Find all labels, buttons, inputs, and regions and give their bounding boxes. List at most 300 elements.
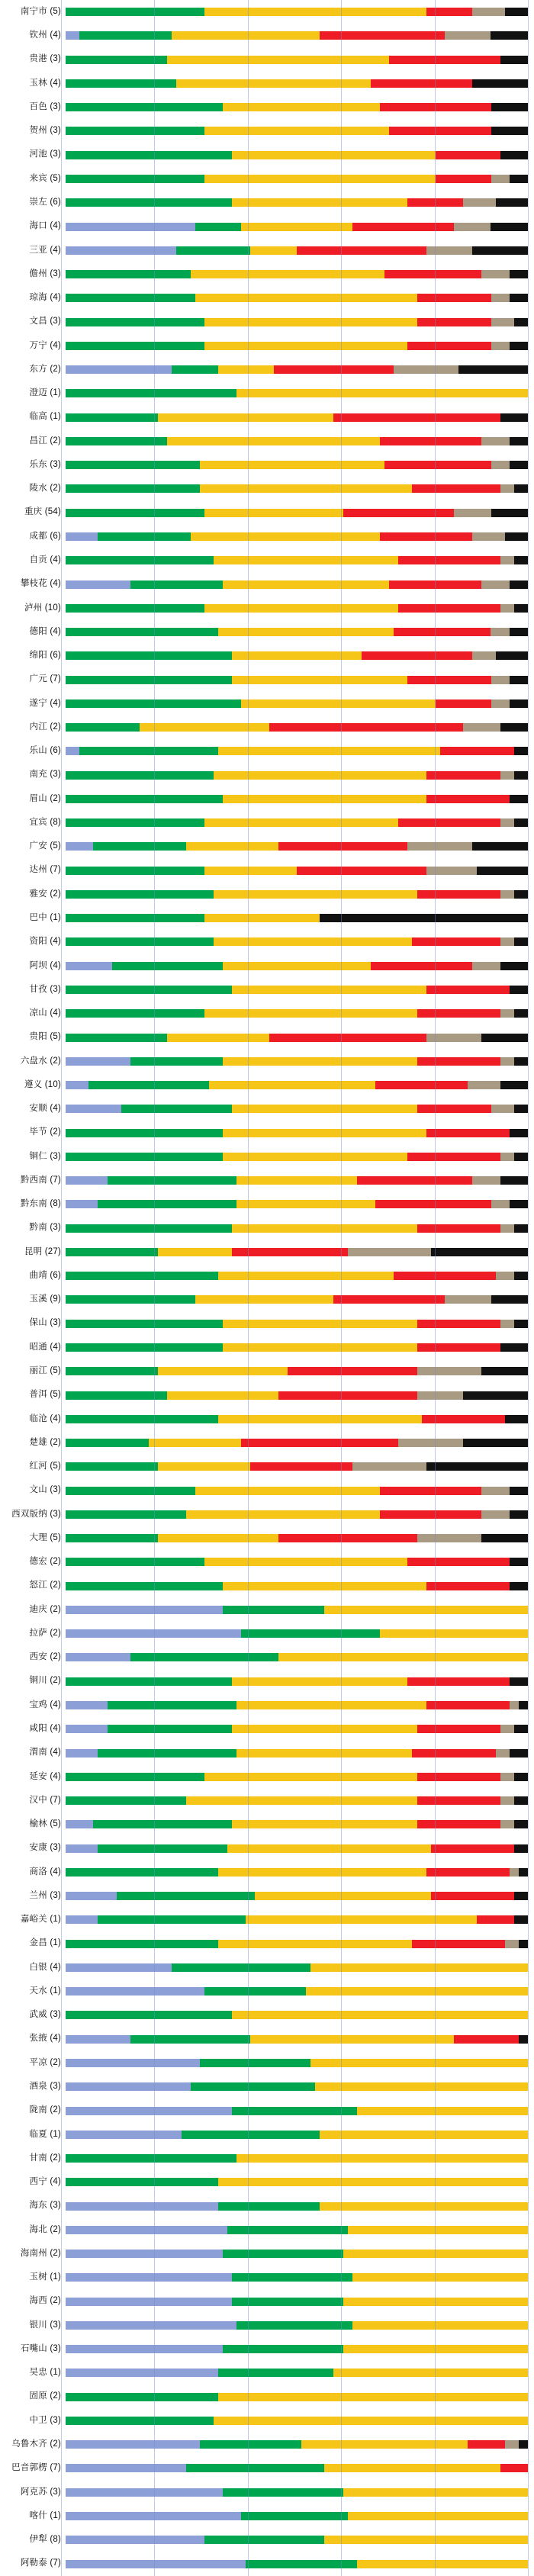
bar-segment-2	[66, 318, 204, 326]
bar-segment-4	[362, 651, 472, 660]
bar-segment-6	[510, 676, 528, 684]
bar-segment-2	[66, 1534, 158, 1542]
bar-segment-5	[500, 1725, 514, 1733]
chart-row	[0, 1073, 528, 1097]
bar-segment-3	[204, 1009, 417, 1018]
bar-segment-1	[66, 1749, 98, 1758]
bar-segment-6	[510, 628, 528, 636]
bar-segment-2	[66, 1439, 149, 1447]
bar-segment-6	[514, 484, 528, 493]
bar-track	[66, 484, 528, 493]
category-label: 文山 (3)	[29, 1485, 61, 1495]
bar-segment-5	[472, 651, 495, 660]
bar-track	[66, 1439, 528, 1447]
bar-segment-3	[218, 628, 394, 636]
category-label: 铜仁 (3)	[29, 1151, 61, 1161]
category-label: 西双版纳 (3)	[11, 1509, 61, 1519]
bar-segment-5	[491, 699, 510, 708]
bar-segment-3	[167, 1034, 269, 1042]
bar-segment-5	[500, 484, 514, 493]
chart-row	[0, 2504, 528, 2528]
category-label: 巴音郭楞 (7)	[11, 2463, 61, 2473]
bar-segment-6	[514, 1820, 528, 1828]
category-label: 德宏 (2)	[29, 1557, 61, 1567]
bar-segment-1	[66, 1987, 204, 1996]
category-label: 遂宁 (4)	[29, 698, 61, 708]
bar-segment-6	[514, 1725, 528, 1733]
bar-track	[66, 651, 528, 660]
bar-segment-2	[236, 2321, 352, 2330]
bar-segment-3	[306, 1987, 528, 1996]
category-label: 喀什 (1)	[29, 2510, 61, 2520]
bar-track	[66, 771, 528, 780]
bar-segment-2	[66, 198, 232, 207]
bar-segment-3	[223, 1153, 407, 1161]
bar-segment-2	[191, 2082, 316, 2091]
chart-row	[0, 2456, 528, 2480]
bar-segment-4	[417, 1057, 500, 1066]
chart-row	[0, 501, 528, 525]
bar-segment-3	[250, 2035, 454, 2044]
bar-segment-3	[352, 2273, 528, 2282]
bar-segment-5	[500, 818, 514, 827]
bar-segment-6	[472, 842, 528, 851]
chart-row	[0, 191, 528, 214]
bar-segment-1	[66, 2464, 186, 2472]
bar-segment-6	[514, 771, 528, 780]
bar-segment-3	[232, 1820, 417, 1828]
bar-segment-4	[384, 270, 481, 278]
chart-row	[0, 1121, 528, 1144]
bar-segment-3	[310, 1963, 528, 1972]
bar-track	[66, 1367, 528, 1375]
category-label: 曲靖 (6)	[29, 1270, 61, 1280]
category-label: 东方 (2)	[29, 364, 61, 374]
chart-row	[0, 1192, 528, 1216]
bar-segment-2	[66, 723, 140, 732]
bar-segment-2	[182, 2131, 320, 2139]
bar-track	[66, 270, 528, 278]
bar-segment-4	[407, 1153, 500, 1161]
bar-track	[66, 1057, 528, 1066]
bar-track	[66, 175, 528, 183]
bar-track	[66, 103, 528, 111]
chart-row	[0, 1741, 528, 1764]
bar-track	[66, 532, 528, 541]
bar-segment-6	[519, 2440, 528, 2449]
chart-row	[0, 2481, 528, 2504]
bar-segment-5	[491, 461, 510, 469]
bar-segment-2	[232, 2298, 343, 2306]
category-label: 嘉峪关 (1)	[20, 1915, 61, 1925]
bar-segment-4	[454, 2035, 519, 2044]
bar-track	[66, 795, 528, 803]
bar-segment-2	[200, 2440, 301, 2449]
category-label: 攀枝花 (4)	[20, 579, 61, 589]
bar-segment-3	[255, 1892, 430, 1900]
bar-segment-1	[66, 2226, 227, 2234]
category-label: 甘孜 (3)	[29, 984, 61, 994]
bar-segment-4	[426, 1582, 510, 1590]
chart-row	[0, 1503, 528, 1526]
bar-segment-6	[500, 151, 528, 159]
chart-row	[0, 72, 528, 95]
bar-segment-5	[454, 509, 491, 517]
bar-track	[66, 56, 528, 64]
bar-segment-3	[204, 818, 399, 827]
bar-track	[66, 2536, 528, 2544]
chart-row	[0, 358, 528, 381]
bar-segment-4	[426, 1868, 510, 1877]
bar-segment-3	[232, 676, 407, 684]
bar-segment-4	[417, 318, 491, 326]
bar-segment-2	[66, 8, 204, 16]
bar-segment-4	[426, 1129, 510, 1137]
chart-row	[0, 1860, 528, 1884]
bar-segment-5	[398, 1439, 463, 1447]
bar-segment-4	[412, 484, 500, 493]
bar-segment-6	[514, 1224, 528, 1233]
bar-segment-3	[324, 1606, 528, 1614]
category-label: 保山 (3)	[29, 1318, 61, 1328]
bar-segment-1	[66, 2298, 232, 2306]
chart-row	[0, 1622, 528, 1645]
bar-segment-6	[491, 103, 528, 111]
bar-segment-2	[66, 2011, 232, 2019]
bar-segment-2	[241, 1629, 380, 1638]
bar-segment-3	[357, 2107, 528, 2115]
bar-segment-3	[232, 1725, 417, 1733]
bar-track	[66, 1248, 528, 1256]
bar-segment-4	[380, 437, 481, 445]
category-label: 阿克苏 (3)	[20, 2487, 61, 2497]
bar-segment-2	[108, 1176, 237, 1185]
bar-segment-1	[66, 223, 195, 231]
bar-segment-4	[297, 867, 426, 875]
category-label: 天水 (1)	[29, 1986, 61, 1996]
category-label: 汉中 (7)	[29, 1795, 61, 1805]
bar-segment-2	[66, 771, 214, 780]
bar-segment-2	[108, 1701, 237, 1709]
bar-segment-1	[66, 1820, 93, 1828]
category-label: 文昌 (3)	[29, 317, 61, 326]
chart-row	[0, 739, 528, 763]
category-label: 伊犁 (8)	[29, 2535, 61, 2545]
bar-segment-3	[140, 723, 269, 732]
bar-segment-4	[436, 151, 500, 159]
bar-track	[66, 1868, 528, 1877]
bar-track	[66, 2345, 528, 2353]
bar-track	[66, 79, 528, 88]
bar-segment-6	[514, 1105, 528, 1113]
bar-segment-3	[167, 56, 389, 64]
bar-segment-3	[223, 580, 389, 589]
category-label: 铜川 (2)	[29, 1676, 61, 1686]
category-label: 百色 (3)	[29, 101, 61, 111]
bar-track	[66, 1796, 528, 1805]
bar-segment-4	[241, 1439, 398, 1447]
bar-segment-6	[505, 8, 528, 16]
bar-segment-2	[66, 79, 176, 88]
bar-track	[66, 1462, 528, 1471]
bar-segment-1	[66, 2059, 200, 2067]
bar-segment-1	[66, 1963, 172, 1972]
chart-row	[0, 1431, 528, 1455]
bar-segment-2	[66, 986, 232, 994]
chart-row	[0, 453, 528, 477]
bar-segment-2	[66, 2417, 214, 2425]
category-label: 酒泉 (3)	[29, 2081, 61, 2091]
bar-segment-2	[66, 1248, 158, 1256]
bar-track	[66, 2178, 528, 2186]
chart-row	[0, 2098, 528, 2122]
bar-segment-3	[357, 2560, 528, 2568]
bar-segment-2	[98, 1844, 227, 1853]
bar-segment-2	[66, 270, 191, 278]
bar-track	[66, 1081, 528, 1089]
bar-track	[66, 1534, 528, 1542]
bar-segment-3	[232, 198, 407, 207]
bar-track	[66, 1940, 528, 1948]
category-label: 普洱 (5)	[29, 1390, 61, 1400]
category-label: 崇左 (6)	[29, 198, 61, 207]
chart-row	[0, 2409, 528, 2433]
bar-segment-3	[232, 1105, 417, 1113]
bar-segment-6	[519, 1701, 528, 1709]
bar-segment-1	[66, 2560, 246, 2568]
bar-segment-6	[510, 1749, 528, 1758]
bar-track	[66, 2202, 528, 2211]
chart-row	[0, 1336, 528, 1359]
bar-segment-3	[333, 2369, 528, 2377]
bar-track	[66, 1034, 528, 1042]
bar-segment-4	[436, 175, 491, 183]
bar-segment-4	[477, 1915, 513, 1924]
bar-segment-6	[514, 1892, 528, 1900]
bar-segment-2	[66, 342, 204, 350]
bar-track	[66, 246, 528, 255]
bar-segment-6	[472, 246, 528, 255]
category-label: 武威 (3)	[29, 2010, 61, 2020]
bar-segment-6	[496, 651, 528, 660]
bar-track	[66, 1892, 528, 1900]
bar-segment-2	[66, 1034, 167, 1042]
chart-row	[0, 667, 528, 691]
bar-segment-6	[510, 270, 528, 278]
bar-segment-6	[320, 914, 528, 922]
bar-segment-5	[491, 294, 510, 302]
bar-segment-4	[371, 79, 472, 88]
category-label: 乐东 (3)	[29, 459, 61, 469]
bar-segment-6	[510, 342, 528, 350]
bar-segment-5	[417, 1391, 464, 1400]
bar-segment-3	[218, 1868, 426, 1877]
bar-segment-6	[514, 890, 528, 899]
bar-segment-2	[66, 818, 204, 827]
bar-segment-4	[407, 198, 463, 207]
bar-segment-2	[66, 389, 236, 397]
bar-segment-6	[510, 1677, 528, 1686]
category-label: 榆林 (5)	[29, 1819, 61, 1829]
bar-segment-3	[320, 2202, 528, 2211]
bar-segment-6	[510, 175, 528, 183]
bar-track	[66, 2512, 528, 2520]
bar-segment-4	[297, 246, 426, 255]
bar-segment-5	[500, 1057, 514, 1066]
bar-segment-5	[417, 1534, 482, 1542]
category-label: 昆明 (27)	[24, 1246, 61, 1256]
bar-segment-4	[412, 1940, 504, 1948]
bar-track	[66, 962, 528, 970]
bar-segment-5	[500, 890, 514, 899]
bar-segment-3	[191, 270, 385, 278]
bar-segment-4	[426, 795, 510, 803]
category-label: 贵港 (3)	[29, 54, 61, 64]
bar-segment-5	[500, 937, 514, 946]
chart-row	[0, 1979, 528, 2003]
chart-row	[0, 1693, 528, 1717]
bar-segment-5	[491, 676, 510, 684]
bar-track	[66, 8, 528, 16]
bar-track	[66, 2035, 528, 2044]
chart-row	[0, 883, 528, 906]
bar-segment-1	[66, 2082, 191, 2091]
bar-segment-3	[214, 771, 426, 780]
bar-track	[66, 437, 528, 445]
bar-segment-5	[426, 1034, 482, 1042]
bar-segment-4	[384, 461, 491, 469]
bar-segment-2	[66, 1558, 204, 1566]
bar-segment-4	[417, 1343, 500, 1352]
bar-segment-5	[500, 1773, 514, 1781]
bar-segment-5	[500, 1224, 514, 1233]
bar-segment-3	[223, 1057, 417, 1066]
bar-segment-3	[204, 509, 343, 517]
bar-segment-6	[519, 1868, 528, 1877]
bar-track	[66, 1773, 528, 1781]
bar-segment-1	[66, 962, 112, 970]
bar-segment-3	[236, 1701, 426, 1709]
chart-row	[0, 1956, 528, 1979]
bar-track	[66, 2488, 528, 2497]
bar-segment-3	[204, 318, 417, 326]
bar-segment-3	[315, 2082, 528, 2091]
bar-segment-3	[343, 2298, 528, 2306]
bar-segment-4	[417, 1725, 500, 1733]
category-label: 来宾 (5)	[29, 173, 61, 183]
bar-segment-2	[66, 2154, 236, 2163]
bar-segment-2	[66, 1129, 223, 1137]
category-label: 贺州 (3)	[29, 126, 61, 136]
bar-segment-3	[246, 1915, 477, 1924]
bar-segment-6	[500, 56, 528, 64]
bar-segment-2	[66, 556, 214, 564]
chart-row	[0, 954, 528, 978]
bar-segment-5	[472, 8, 504, 16]
bar-segment-3	[232, 1224, 417, 1233]
category-label: 德阳 (4)	[29, 626, 61, 636]
bar-segment-1	[66, 1105, 121, 1113]
bar-segment-5	[407, 842, 472, 851]
chart-row	[0, 286, 528, 310]
bar-segment-3	[158, 1248, 232, 1256]
chart-row	[0, 2385, 528, 2409]
bar-segment-3	[218, 747, 440, 755]
bar-segment-2	[66, 1320, 223, 1328]
bar-segment-6	[472, 79, 528, 88]
bar-segment-1	[66, 2321, 236, 2330]
bar-segment-5	[445, 31, 491, 40]
bar-segment-4	[278, 1534, 417, 1542]
chart-row	[0, 2003, 528, 2027]
bar-segment-5	[496, 1272, 514, 1280]
category-label: 临夏 (1)	[29, 2129, 61, 2139]
bar-track	[66, 2440, 528, 2449]
category-label: 玉溪 (9)	[29, 1294, 61, 1304]
bar-track	[66, 1987, 528, 1996]
bar-track	[66, 2369, 528, 2377]
bar-segment-4	[371, 962, 472, 970]
bar-segment-3	[278, 1653, 528, 1661]
bar-segment-4	[417, 1796, 500, 1805]
bar-segment-4	[417, 890, 500, 899]
bar-segment-3	[204, 1773, 417, 1781]
bar-segment-2	[66, 1295, 195, 1304]
chart-row	[0, 262, 528, 286]
bar-segment-1	[66, 365, 172, 374]
bar-segment-2	[66, 1940, 218, 1948]
bar-segment-4	[394, 1272, 495, 1280]
bar-track	[66, 890, 528, 899]
bar-segment-3	[214, 937, 413, 946]
bar-segment-4	[422, 1415, 505, 1423]
bar-segment-6	[481, 1534, 528, 1542]
category-label: 固原 (2)	[29, 2391, 61, 2401]
bar-segment-2	[66, 413, 158, 422]
chart-row	[0, 1169, 528, 1192]
bar-segment-6	[514, 1272, 528, 1280]
bar-segment-3	[232, 151, 436, 159]
bar-segment-3	[204, 175, 436, 183]
bar-segment-4	[398, 556, 500, 564]
bar-segment-2	[66, 56, 167, 64]
bar-segment-5	[500, 1796, 514, 1805]
chart-row	[0, 1836, 528, 1860]
category-label: 临高 (1)	[29, 412, 61, 422]
bar-segment-3	[191, 532, 380, 541]
bar-segment-3	[380, 1629, 528, 1638]
bar-track	[66, 1677, 528, 1686]
bar-segment-1	[66, 842, 93, 851]
category-label: 安康 (3)	[29, 1843, 61, 1853]
chart-row	[0, 239, 528, 262]
bar-track	[66, 1820, 528, 1828]
bar-segment-2	[232, 2273, 352, 2282]
bar-segment-5	[481, 437, 509, 445]
bar-segment-3	[158, 1462, 250, 1471]
bar-track	[66, 1749, 528, 1758]
bar-segment-3	[320, 2131, 528, 2139]
bar-segment-2	[66, 1415, 218, 1423]
bar-segment-3	[204, 1558, 408, 1566]
bar-track	[66, 1510, 528, 1519]
chart-row	[0, 1145, 528, 1169]
bar-segment-3	[236, 2154, 528, 2163]
bar-segment-4	[333, 413, 500, 422]
chart-row	[0, 859, 528, 883]
bar-segment-3	[241, 223, 352, 231]
category-label: 六盘水 (2)	[20, 1056, 61, 1066]
